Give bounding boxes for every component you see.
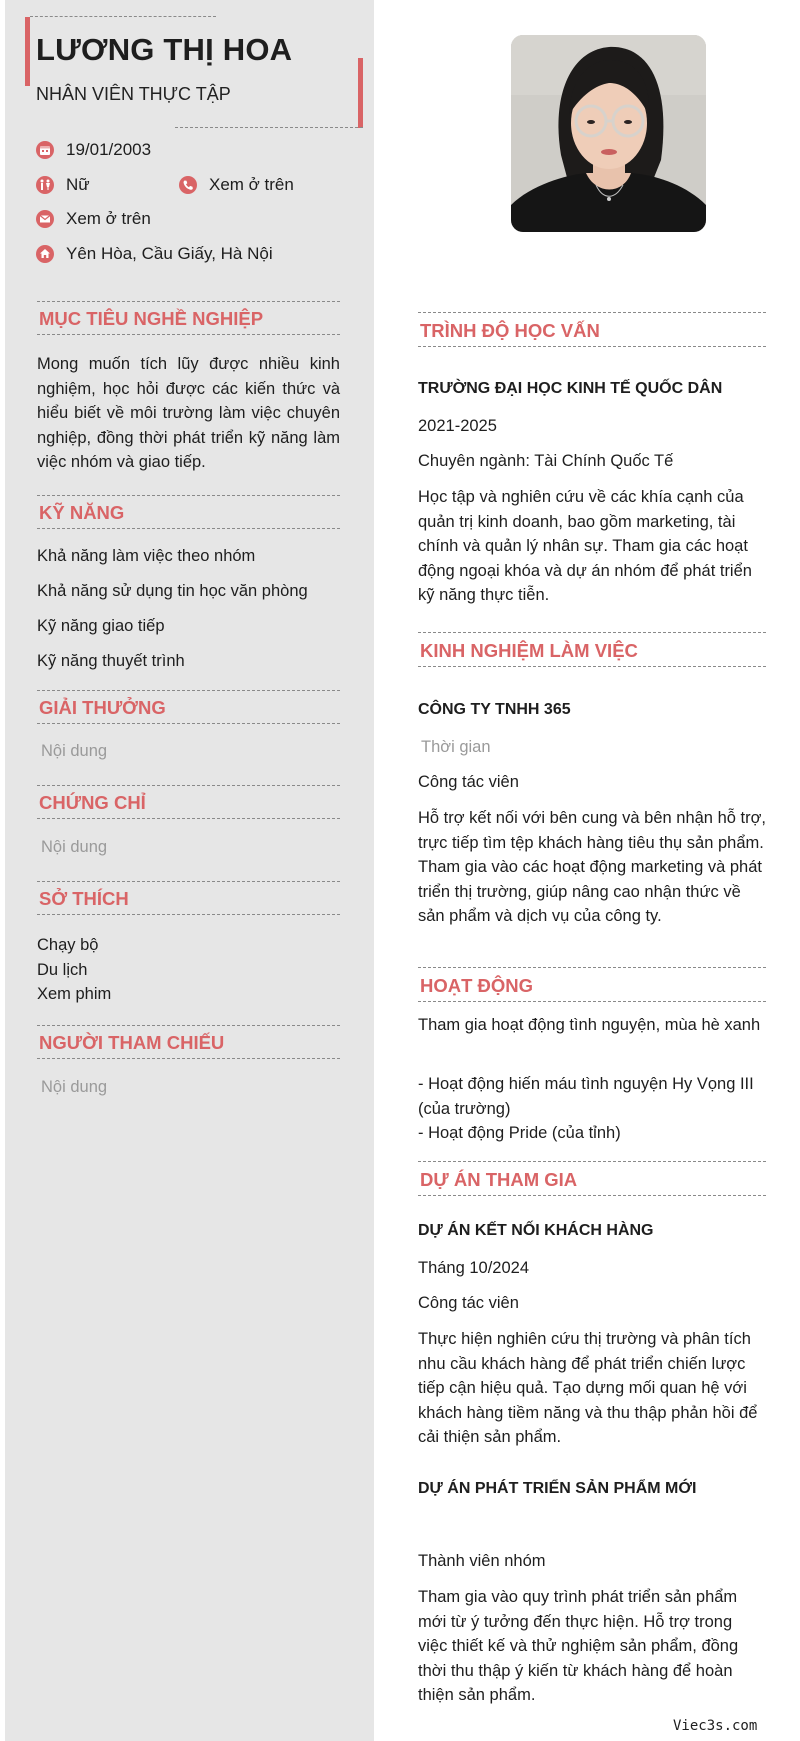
project-time: Tháng 10/2024 — [418, 1259, 530, 1277]
divider — [30, 16, 216, 17]
phone-value: Xem ở trên — [209, 175, 294, 194]
mail-icon — [36, 210, 54, 228]
section-title-skills: KỸ NĂNG — [37, 495, 340, 529]
experience-time-placeholder[interactable]: Thời gian — [421, 738, 491, 756]
experience-position: Công tác viên — [418, 773, 519, 791]
objective-text: Mong muốn tích lũy được nhiều kinh nghiệm, học hỏi được các kiến thức và hiểu biết về môi trường làm việc chuyên nghiệp, đồng thời phát triển kỹ năng làm việc nhóm và giao tiếp. — [37, 355, 340, 471]
project-role: Thành viên nhóm — [418, 1552, 546, 1570]
phone-row — [179, 175, 294, 195]
education-period: 2021-2025 — [418, 417, 497, 435]
project-name: DỰ ÁN KẾT NỐI KHÁCH HÀNG — [418, 1222, 654, 1239]
section-title-activities: HOẠT ĐỘNG — [418, 967, 766, 1002]
calendar-icon — [36, 141, 54, 159]
name-header — [5, 0, 374, 130]
profile-photo — [511, 35, 706, 232]
activity-item: - Hoạt động Pride (của tỉnh) — [418, 1124, 621, 1142]
school-name: TRƯỜNG ĐẠI HỌC KINH TẾ QUỐC DÂN — [418, 380, 723, 397]
activity-item: - Hoạt động hiến máu tình nguyện Hy Vọng III (của trường) — [418, 1075, 754, 1118]
education-major: Chuyên ngành: Tài Chính Quốc Tế — [418, 452, 674, 470]
candidate-name: LƯƠNG THỊ HOA — [36, 32, 293, 67]
gender-value: Nữ — [66, 175, 90, 194]
home-icon — [36, 245, 54, 263]
list-item: Kỹ năng giao tiếp — [37, 617, 165, 635]
email-value: Xem ở trên — [66, 209, 151, 228]
birthday-row — [36, 140, 151, 160]
project-description: Thực hiện nghiên cứu thị trường và phân tích nhu cầu khách hàng để phát triển chiến lược tiếp cận hiệu quả. Tạo dựng mối quan hệ với khách hàng tiềm năng và thu thập phản hồi để cải thiện sản phẩm. — [418, 1330, 758, 1446]
section-title-certificates: CHỨNG CHỈ — [37, 785, 340, 819]
hobbies-list — [37, 933, 340, 1007]
gender-row — [36, 175, 90, 195]
certificates-placeholder[interactable]: Nội dung — [41, 838, 108, 856]
section-title-experience: KINH NGHIỆM LÀM VIỆC — [418, 632, 766, 667]
experience-description: Hỗ trợ kết nối với bên cung và bên nhận hỗ trợ, trực tiếp tìm tệp khách hàng tiêu thụ sản phẩm. Tham gia vào các hoạt động marketing và phát triển thị trường, giúp nâng cao nhận thức về sản phẩm và dịch vụ của công ty. — [418, 809, 766, 925]
phone-icon — [179, 176, 197, 194]
job-title: NHÂN VIÊN THỰC TẬP — [36, 84, 231, 104]
birthday-value: 19/01/2003 — [66, 140, 152, 159]
section-title-hobbies: SỞ THÍCH — [37, 881, 340, 915]
address-row — [36, 244, 273, 264]
accent-bar — [25, 17, 30, 86]
list-item: Kỹ năng thuyết trình — [37, 652, 185, 670]
education-description: Học tập và nghiên cứu về các khía cạnh của quản trị kinh doanh, bao gồm marketing, tài chính và quản lý nhân sự. Tham gia các hoạt động ngoại khóa và dự án nhóm để phát triển kỹ năng thực tiễn. — [418, 488, 752, 604]
divider — [175, 127, 363, 128]
address-value: Yên Hòa, Cầu Giấy, Hà Nội — [66, 244, 273, 263]
list-item: Xem phim — [37, 985, 112, 1003]
email-row — [36, 209, 151, 229]
section-title-projects: DỰ ÁN THAM GIA — [418, 1161, 766, 1196]
list-item: Du lịch — [37, 960, 88, 979]
awards-placeholder[interactable]: Nội dung — [41, 742, 108, 760]
list-item: Khả năng làm việc theo nhóm — [37, 547, 256, 565]
activities-intro: Tham gia hoạt động tình nguyện, mùa hè xanh — [418, 1016, 761, 1034]
accent-bar — [358, 58, 363, 128]
references-placeholder[interactable]: Nội dung — [41, 1078, 108, 1096]
watermark: Viec3s.com — [673, 1718, 758, 1734]
list-item: Chạy bộ — [37, 936, 99, 954]
list-item: Khả năng sử dụng tin học văn phòng — [37, 582, 308, 600]
section-title-awards: GIẢI THƯỞNG — [37, 690, 340, 724]
avatar — [511, 35, 706, 232]
skills-list — [37, 547, 340, 687]
section-title-education: TRÌNH ĐỘ HỌC VẤN — [418, 312, 766, 347]
section-title-references: NGƯỜI THAM CHIẾU — [37, 1025, 340, 1059]
section-title-objective: MỤC TIÊU NGHỀ NGHIỆP — [37, 301, 340, 335]
gender-icon — [36, 176, 54, 194]
project-description: Tham gia vào quy trình phát triển sản phẩm mới từ ý tưởng đến thực hiện. Hỗ trợ trong việc thiết kế và thử nghiệm sản phẩm, đồng thời thu thập ý kiến từ khách hàng để hoàn thiện sản phẩm. — [418, 1588, 739, 1704]
project-name: DỰ ÁN PHÁT TRIỂN SẢN PHẨM MỚI — [418, 1480, 697, 1497]
left-sidebar — [5, 0, 374, 1741]
company-name: CÔNG TY TNHH 365 — [418, 701, 571, 718]
project-role: Công tác viên — [418, 1294, 519, 1312]
